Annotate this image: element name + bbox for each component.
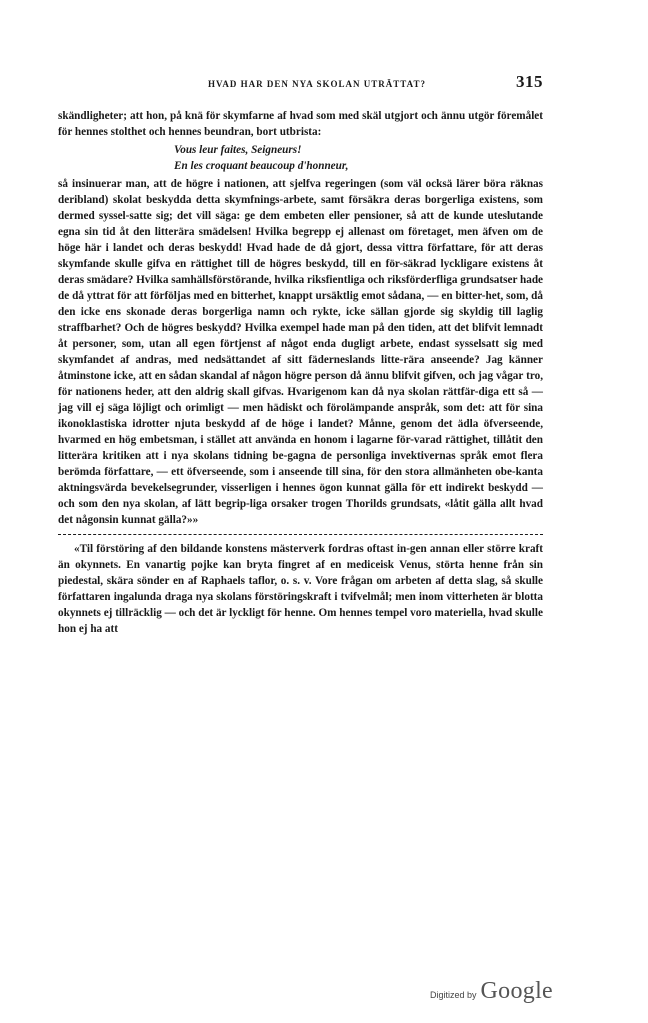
paragraph-1: skändligheter; att hon, på knä för skymfarne af hvad som med skäl utgjort och ännu utgör föremålet för hennes stolthet och hennes beundran, bort utbrista: [58, 110, 543, 138]
quote-line-2: En les croquant beaucoup d'honneur, [174, 160, 349, 172]
running-head: HVAD HAR DEN NYA SKOLAN UTRÄTTAT? [208, 79, 426, 89]
digitization-watermark [430, 978, 553, 1005]
digitized-by-label: Digitized by [430, 990, 477, 1000]
google-logo: Google [480, 978, 553, 1004]
verse-quote [174, 142, 543, 174]
paragraph-2: så insinuerar man, att de högre i nationen, att sjelfva regeringen (som väl ocksä lärer böra räknas deribland) skolat beskydda detta skymfnings-arbete, samt försäkra deras borgerliga existens, som dermed syssel-satte sig; det vill säga: ge dem embeten eller pensioner, så att de kunde uteslutande egna sin tid åt den litterära smädelsen! Hvilka begrepp ej allenast om företaget, men äfven om de höge här i landet och deras beskydd! Hvad hade de då gjort, dessa vittra författare, för att deras skymfande skulle gifva en rättighet till de högres beskydd, till en för-säkrad lyckligare existens åt deras smädare? Hvilka samhällsförstörande, hvilka riksfientliga och riksförderfliga grundsatser hade de då yttrat för att förföljas med en bitterhet, knappt ursäktlig emot sådana, — en bitter-het, som, då den icke ens skonade deras borgerliga namn och rykte, icke sällan gjorde sig skyldig till laglig straffbarhet? Och de högres beskydd? Hvilka exempel hade man på den tiden, att det blifvit lemnadt åt personer, som, utan all egen förtjenst af något enda dugligt arbete, endast sysselsatt sig med skymfandet af andras, med nedsättandet af sitt fäderneslands litte-rära anseende? Jag känner åtminstone icke, att en sådan skandal af någon högre person då ännu blifvit gifven, och jag vågar tro, för nationens heder, att den aldrig skall gifvas. Hvarigenom kan då nya skolan rättfär-diga ett så — jag vill ej säga löjligt och orimligt — men hädiskt och förolämpande anspråk, som det: att för sina ikonoklastiska idrotter njuta beskydd af de höge i landet? Månne, genom det ädla öfverseende, hvarmed en hög embetsman, i stället att använda en honom i lagarne för-varad rättighet, tillåtit den litterära kritiken att i nya skolans tidning be-gagna de personliga invektivernas språk emot flera berömda författare, — ett öfverseende, som i anseende till sina, för den stora allmänheten obe-kanta aktningsvärda bevekelsegrunder, visserligen i hennes ögon kunnat gälla för ett indirekt beskydd — och som den nya skolan, af lätt begrip-liga orsaker trogen Thorilds grundsats, «låtit gälla allt hvad det någonsin kunnat gälla?»» [58, 178, 544, 526]
book-page [58, 72, 543, 637]
quote-line-1: Vous leur faites, Seigneurs! [174, 144, 302, 156]
page-number: 315 [516, 72, 543, 91]
paragraph-3: «Til förstöring af den bildande konstens mästerverk fordras oftast in-gen annan eller större kraft än okynnets. En vanartig pojke kan bryta fingret af en mediceisk Venus, störta henne från sin piedestal, skära sönder en af Raphaels taflor, o. s. v. Vore frågan om arbeten af detta slag, så skulle författaren ingalunda draga nya skolans förstöringskraft i tvifvelmål; men inom vitterheten är blotta okynnets ej tillräcklig — och det är lyckligt för henne. Om hennes tempel voro materiella, hvad skulle hon ej ha att [58, 543, 543, 635]
section-divider [58, 534, 543, 535]
page-header [58, 72, 543, 96]
